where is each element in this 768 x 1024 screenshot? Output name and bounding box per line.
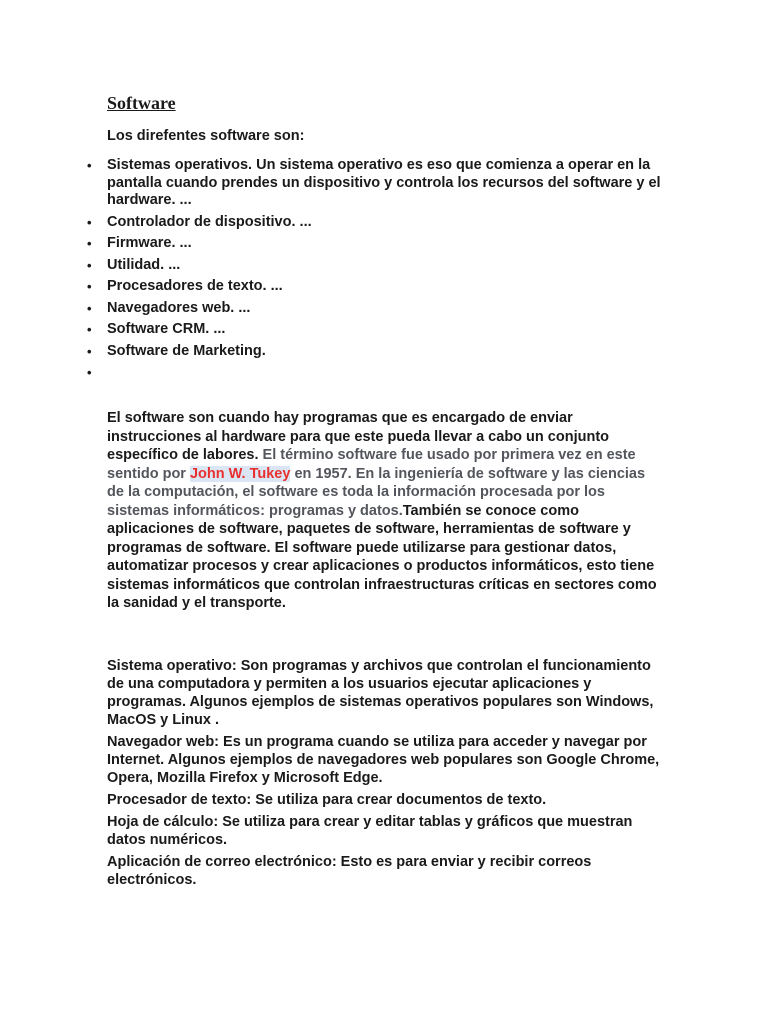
paragraph-quoted-start: El término software fue usado por primera vez en este sentido por [107, 447, 636, 482]
list-item: • Firmware. ... [107, 235, 667, 253]
definition-item: Hoja de cálculo: Se utiliza para crear y editar tablas y gráficos que muestran datos numéricos. [107, 814, 633, 848]
software-types-list [107, 157, 667, 386]
definition-item: Sistema operativo: Son programas y archivos que controlan el funcionamiento de una computadora y permiten a los usuarios ejecutar aplicaciones y programas. Algunos ejemplos de sistemas operativos populares son Windows, MacOS y Linux . [107, 658, 654, 728]
highlighted-name-link[interactable]: John W. Tukey [189, 465, 291, 482]
list-item: • Software CRM. ... [107, 321, 667, 339]
paragraph-quoted-end: en 1957. En la ingeniería de software y las ciencias de la computación, el software es toda la información procesada por los sistemas informáticos: programas y datos. [107, 465, 646, 519]
software-paragraph [107, 409, 665, 613]
list-item: • Navegadores web. ... [107, 300, 667, 318]
empty-list-item [107, 364, 667, 382]
paragraph-part-4: También se conoce como aplicaciones de software, paquetes de software, herramientas de software y programas de software. El software puede utilizarse para gestionar datos, automatizar procesos y crear aplicaciones o productos informáticos, esto tiene sistemas informáticos que controlan infraestructuras críticas en sectores como la sanidad y el transporte. [107, 502, 657, 611]
list-item: • Procesadores de texto. ... [107, 278, 667, 296]
list-item: • Controlador de dispositivo. ... [107, 214, 667, 232]
list-item: • Sistemas operativos. Un sistema operativo es eso que comienza a operar en la pantalla cuando prendes un dispositivo y controla los recursos del software y el hardware. ... [107, 157, 667, 210]
list-item: • Software de Marketing. [107, 343, 667, 361]
definition-item: Procesador de texto: Se utiliza para crear documentos de texto. [107, 792, 547, 808]
definition-item: Aplicación de correo electrónico: Esto es para enviar y recibir correos electrónicos. [107, 854, 592, 888]
definitions-section [107, 657, 665, 893]
document-title: Software [107, 93, 176, 113]
list-item: • Utilidad. ... [107, 257, 667, 275]
definition-item: Navegador web: Es un programa cuando se utiliza para acceder y navegar por Internet. Algunos ejemplos de navegadores web populares son Google Chrome, Opera, Mozilla Firefox y Microsoft Edge. [107, 734, 660, 786]
intro-text: Los direfentes software son: [107, 128, 305, 144]
paragraph-part-1: El software son cuando hay programas que es encargado de enviar instrucciones al hardware para que este pueda llevar a cabo un conjunto específico de labores. [107, 410, 610, 463]
